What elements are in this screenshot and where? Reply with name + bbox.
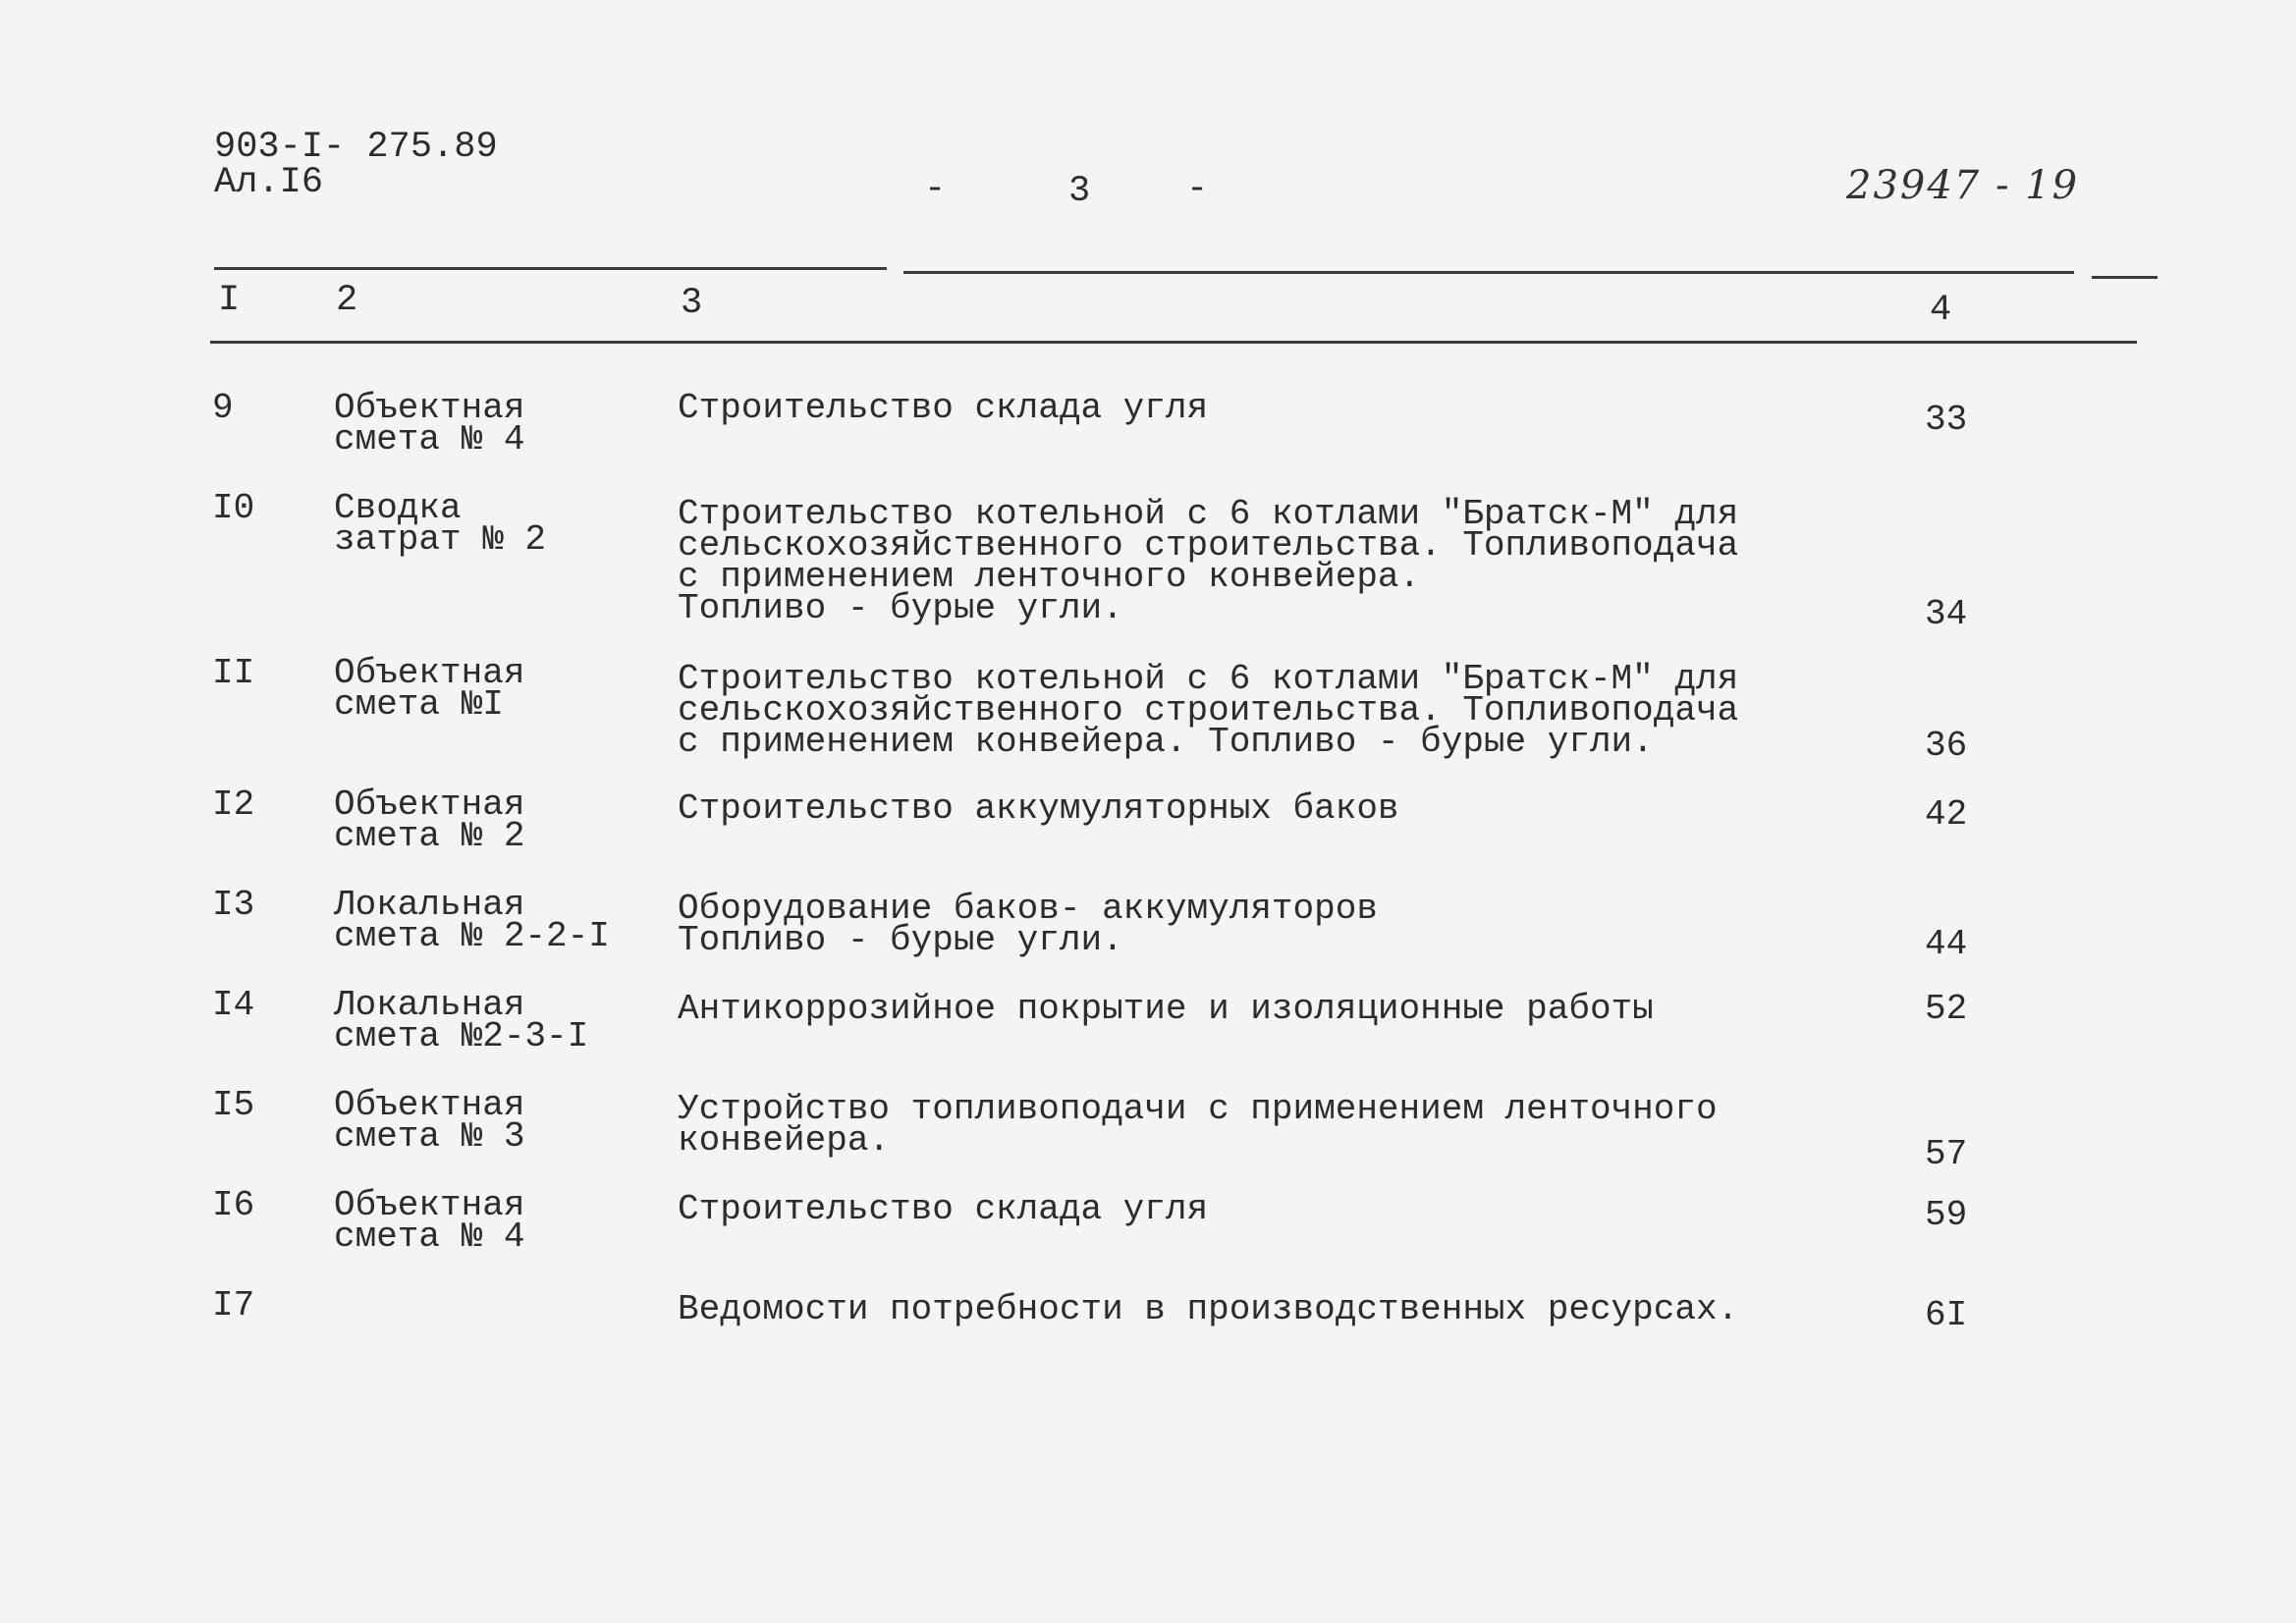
row-description: Антикоррозийное покрытие и изоляционные работы [678,989,1654,1029]
row-number: I4 [212,985,255,1025]
sheet-label: Ал.I6 [214,162,324,203]
row-description: Устройство топливоподачи с применением ленточного конвейера. [678,1089,1718,1161]
row-description: Строительство склада угля [678,388,1209,428]
row-page: 59 [1925,1195,1968,1235]
row-page: 33 [1925,400,1968,440]
row-page: 42 [1925,794,1968,835]
row-page: 52 [1925,989,1968,1029]
row-page: 44 [1925,924,1968,964]
estimate-type: Сводка затрат № 2 [334,488,547,560]
row-description: Строительство склада угля [678,1189,1209,1229]
estimate-type: Объектная смета № 4 [334,388,525,460]
document-code: 903-I- 275.89 [214,127,498,168]
row-number: II [212,653,255,693]
row-number: I6 [212,1185,255,1225]
row-page: 6I [1925,1295,1968,1335]
page-number: 3 [1068,171,1091,212]
column-header-4: 4 [1930,290,1952,331]
page-number-dash-right: - [1186,169,1209,210]
estimate-type: Объектная смета № 2 [334,784,525,856]
row-number: I5 [212,1085,255,1125]
row-description: Ведомости потребности в производственных ресурсах. [678,1289,1739,1329]
header-top-rule [214,267,887,270]
page-number-dash-left: - [924,169,947,210]
row-page: 36 [1925,726,1968,766]
estimate-type: Объектная смета № 3 [334,1085,525,1157]
row-number: I3 [212,885,255,925]
estimate-type: Локальная смета №2-3-I [334,985,589,1056]
row-number: I0 [212,488,255,528]
header-bottom-rule [210,341,2137,344]
row-page: 57 [1925,1134,1968,1174]
row-number: 9 [212,388,234,428]
header-top-rule [2092,276,2158,279]
column-header-3: 3 [681,283,703,324]
row-page: 34 [1925,594,1968,634]
estimate-type: Объектная смета № 4 [334,1185,525,1257]
row-number: I7 [212,1285,255,1325]
estimate-type: Объектная смета №I [334,653,525,725]
estimate-type: Локальная смета № 2-2-I [334,885,610,956]
handwritten-number: 23947 - 19 [1846,163,2080,208]
column-header-1: I [218,280,241,321]
row-description: Оборудование баков- аккумуляторов Топливо - бурые угли. [678,889,1378,960]
column-header-2: 2 [336,280,358,321]
row-description: Строительство котельной с 6 котлами "Братск-М" для сельскохозяйственного строительства. Топливоподача с применением конвейера. Топливо - бурые угли. [678,659,1739,762]
row-description: Строительство котельной с 6 котлами "Братск-М" для сельскохозяйственного строительства. Топливоподача с применением ленточного конвейера. Топливо - бурые угли. [678,494,1739,628]
header-top-rule [903,271,2074,274]
row-description: Строительство аккумуляторных баков [678,788,1399,829]
row-number: I2 [212,784,255,825]
